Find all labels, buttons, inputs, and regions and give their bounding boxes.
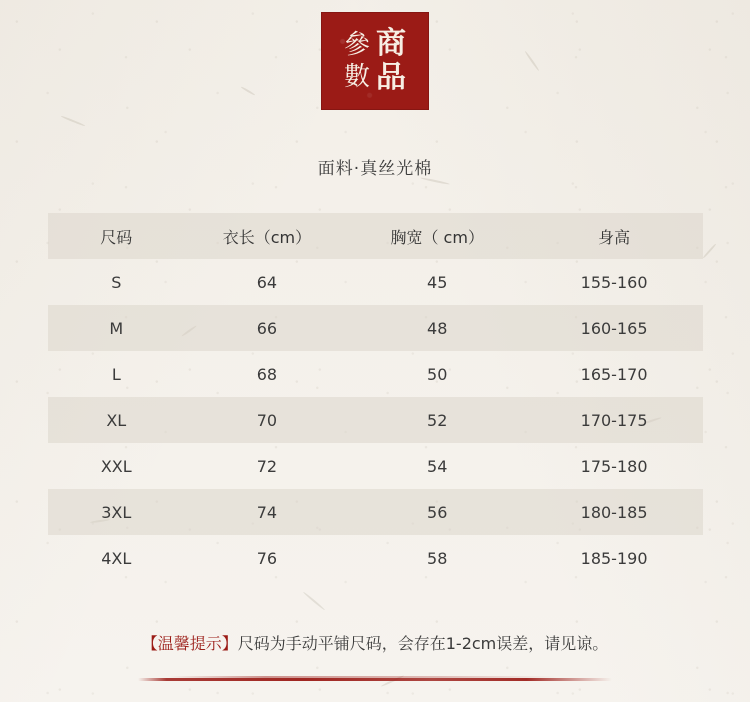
cell-size: XL — [106, 410, 127, 430]
cell-height: 180-185 — [580, 502, 648, 522]
size-table — [48, 213, 703, 581]
table-row — [48, 259, 703, 305]
cell-bust: 52 — [427, 410, 448, 430]
table-row — [48, 305, 703, 351]
brush-divider-container — [0, 676, 750, 683]
seal-char-shang: 商 — [376, 26, 406, 61]
cell-bust: 56 — [427, 502, 448, 522]
header-size: 尺码 — [100, 227, 133, 247]
cell-length: 64 — [256, 272, 278, 292]
seal-left-column — [342, 27, 372, 95]
cell-size: 4XL — [101, 548, 132, 568]
cell-height: 160-165 — [580, 318, 648, 338]
cell-bust: 58 — [427, 548, 448, 568]
table-header-row — [48, 213, 703, 259]
cell-size: 3XL — [101, 502, 132, 522]
seal-char-shu: 數 — [343, 62, 370, 92]
cell-length: 72 — [256, 456, 278, 476]
cell-length: 76 — [256, 548, 278, 568]
brush-divider — [138, 676, 612, 683]
table-row — [48, 351, 703, 397]
fabric-label: 面料·真丝光棉 — [317, 159, 433, 179]
table-row — [48, 443, 703, 489]
cell-bust: 50 — [427, 364, 448, 384]
product-parameters-seal — [321, 12, 429, 110]
header-length: 衣长（cm） — [222, 227, 312, 247]
cell-bust: 45 — [427, 272, 448, 292]
seal-char-pin: 品 — [376, 60, 406, 95]
cell-bust: 54 — [427, 456, 448, 476]
table-row — [48, 489, 703, 535]
cell-bust: 48 — [427, 318, 448, 338]
header-bust: 胸宽（ cm） — [390, 227, 484, 247]
seal-right-column — [374, 27, 408, 95]
cell-size: L — [111, 364, 121, 384]
table-row — [48, 397, 703, 443]
cell-size: XXL — [100, 456, 132, 476]
cell-height: 185-190 — [580, 548, 648, 568]
cell-length: 68 — [256, 364, 278, 384]
seal-char-can: 參 — [343, 30, 370, 60]
warm-tip-note — [0, 631, 750, 654]
cell-height: 155-160 — [580, 272, 648, 292]
cell-length: 70 — [256, 410, 278, 430]
cell-length: 74 — [256, 502, 278, 522]
seal-container — [0, 0, 750, 110]
cell-height: 165-170 — [580, 364, 648, 384]
cell-size: S — [111, 272, 122, 292]
cell-size: M — [109, 318, 124, 338]
table-row — [48, 535, 703, 581]
cell-height: 175-180 — [580, 456, 648, 476]
cell-length: 66 — [256, 318, 278, 338]
size-table-container — [48, 213, 703, 581]
warm-tip-prefix: 【温馨提示】 — [141, 634, 238, 653]
header-height: 身高 — [598, 227, 631, 247]
cell-height: 170-175 — [580, 410, 648, 430]
warm-tip-text: 尺码为手动平铺尺码，会存在1-2cm误差，请见谅。 — [237, 634, 609, 653]
